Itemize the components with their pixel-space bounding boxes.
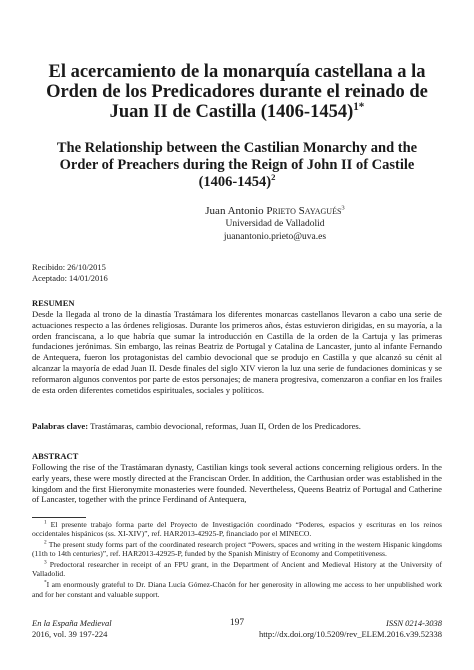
footnote-mark: 3 [44, 559, 47, 566]
keywords [32, 421, 442, 432]
keywords-text: Trastámaras, cambio devocional, reformas, Juan II, Orden de los Predicadores. [90, 421, 361, 431]
volume-info: 2016, vol. 39 197-224 [32, 629, 108, 639]
page-number: 197 [229, 618, 245, 628]
footnote-2 [32, 540, 442, 559]
author-footnote-mark: 3 [341, 204, 345, 212]
footer-left [32, 618, 112, 640]
english-title [50, 140, 424, 191]
abstract-text: Following the rise of the Trastámaran dynasty, Castilian kings took several actions concerning religious orders. In the early years, these were mostly directed at the Franciscan Order. In addition, the Carthusian order was established in the kingdom and the first Hieronymite monasteries were founded. Nevertheless, Queens Beatriz of Portugal and Catherine of Lancaster, together with the prince Ferdinand of Antequera, [32, 462, 442, 505]
footnote-3 [32, 560, 442, 579]
issn: ISSN 0214-3038 [386, 618, 442, 628]
author-affiliation: Universidad de Valladolid [225, 219, 325, 229]
author-name [150, 204, 400, 218]
footnote-star [32, 580, 442, 599]
author-first-name: Juan Antonio [205, 205, 264, 217]
author-surname: Prieto Sayagués [266, 205, 342, 217]
resumen-heading: RESUMEN [32, 298, 75, 308]
footnote-text: Predoctoral researcher in receipt of an FPU grant, in the Department of Ancient and Medieval History at the University of Valladolid. [32, 560, 442, 579]
footnote-separator [32, 517, 86, 518]
received-date: Recibido: 26/10/2015 [32, 262, 106, 272]
spanish-title-footnote-mark: 1* [353, 100, 365, 113]
english-title-text: The Relationship between the Castilian Monarchy and the Order of Preachers during the Reign of John II of Castile (1406-1454) [56, 140, 418, 190]
abstract-heading: ABSTRACT [32, 451, 79, 461]
submission-dates [32, 262, 108, 284]
keywords-label: Palabras clave: [32, 421, 89, 431]
spanish-title-text: El acercamiento de la monarquía castellana a la Orden de los Predicadores durante el reinado de Juan II de Castilla (1406-1454) [46, 62, 428, 122]
footnotes [32, 520, 442, 600]
footnote-text: El presente trabajo forma parte del Proyecto de Investigación coordinado “Poderes, espacios y escrituras en los reinos occidentales hispánicos (ss. XI-XIV)”, ref. HAR2013-42925-P, financiado por el MINECO. [32, 520, 442, 539]
doi-link[interactable]: http://dx.doi.org/10.5209/rev_ELEM.2016.v39.52338 [258, 629, 442, 639]
english-title-footnote-mark: 2 [271, 172, 276, 183]
footnote-mark: 1 [44, 519, 47, 526]
resumen-text: Desde la llegada al trono de la dinastía Trastámara los diferentes monarcas castellanos llevaron a cabo una serie de actuaciones respecto a las órdenes religiosas. Durante los primeros años, éstas estuvieron dirigidas, en su mayoría, a la orden franciscana, a lo que habría que sumar la introducción en Castilla de la orden de la Cartuja y las primeras fundaciones jerónimas. Sin embargo, las reinas Beatriz de Portugal y Catalina de Lancaster, junto al infante Fernando de Antequera, fueron los protagonistas del cambio devocional que se produjo en Castilla y que alcanzó su cénit al alcanzar la mayoría de edad Juan II. Desde finales del siglo XIV vieron la luz una serie de fundaciones dominicas y se reformaron algunos conventos por parte de estos personajes; de manera progresiva, comenzaron a confiar en los frailes de esta orden diferentes cometidos espirituales, sociales y políticos. [32, 309, 442, 395]
journal-name: En la España Medieval [32, 618, 112, 628]
footnote-mark: * [44, 579, 47, 586]
accepted-date: Aceptado: 14/01/2016 [32, 273, 108, 283]
footnote-text: I am enormously grateful to Dr. Diana Lucía Gómez-Chacón for her generosity in allowing me access to her unpublished work and for her constant and valuable support. [32, 580, 442, 599]
footer-right [259, 618, 442, 640]
spanish-title [40, 62, 434, 122]
author-email[interactable]: juanantonio.prieto@uva.es [223, 231, 327, 242]
author-block [150, 204, 400, 243]
footnote-text: The present study forms part of the coordinated research project “Powers, spaces and writing in the western Hispanic kingdoms (11th to 14th centuries)”, ref. HAR2013-42925-P, funded by the Spanish Ministry of Economy and Competitiveness. [32, 540, 442, 559]
footnote-mark: 2 [44, 539, 47, 546]
footnote-1 [32, 520, 442, 539]
